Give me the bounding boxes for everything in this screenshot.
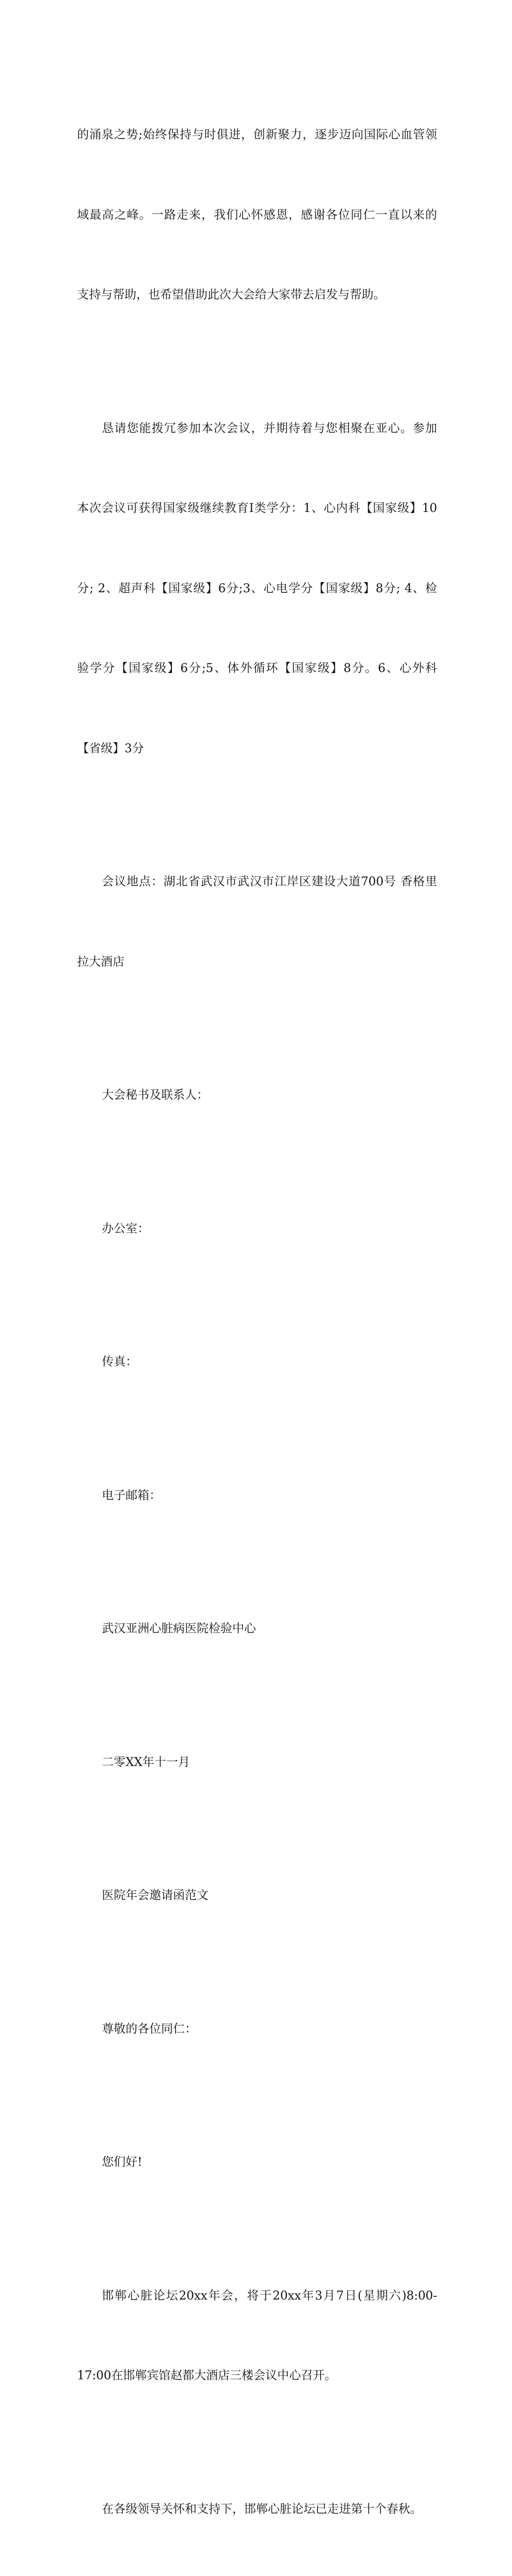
- paragraph-fax: [77, 1296, 437, 1429]
- paragraph-office: [77, 1162, 437, 1296]
- text-line: 大会秘书及联系人：: [102, 1082, 437, 1109]
- text-line: 【省级】3分: [77, 736, 437, 763]
- paragraph-forum-history: [77, 2443, 437, 2576]
- paragraph-credits: [77, 362, 437, 816]
- text-line: 拉大酒店: [77, 949, 437, 976]
- text-line: 恳请您能拨冗参加本次会议，并期待着与您相聚在亚心。参加: [77, 416, 437, 442]
- paragraph-forum-announcement: [77, 2229, 437, 2443]
- paragraph-heading: [77, 1829, 437, 1963]
- text-line: 传真：: [102, 1349, 437, 1376]
- text-line: 尊敬的各位同仁：: [102, 2016, 437, 2043]
- paragraph-email: [77, 1429, 437, 1563]
- text-line: 武汉亚洲心脏病医院检验中心: [102, 1616, 437, 1643]
- paragraph-greeting: [77, 2096, 437, 2229]
- text-line: 您们好!: [102, 2149, 437, 2176]
- text-line: 域最高之峰。一路走来，我们心怀感恩，感谢各位同仁一直以来的: [77, 202, 437, 229]
- text-line: 分; 2、超声科【国家级】6分;3、心电学分【国家级】8分; 4、检: [77, 576, 437, 603]
- text-line: 邯郸心脏论坛20xx年会，将于20xx年3月7日(星期六)8:00-: [77, 2283, 437, 2310]
- text-line: 本次会议可获得国家级继续教育Ⅰ类学分：1、心内科【国家级】10: [77, 495, 437, 522]
- text-line: 支持与帮助，也希望借助此次大会给大家带去启发与帮助。: [77, 282, 437, 309]
- paragraph-date: [77, 1696, 437, 1830]
- text-line: 17:00在邯郸宾馆赵都大酒店三楼会议中心召开。: [77, 2363, 437, 2390]
- paragraph-intro-continuation: [77, 68, 437, 362]
- text-line: 办公室：: [102, 1216, 437, 1243]
- text-line: 二零XX年十一月: [102, 1749, 437, 1776]
- paragraph-secretary: [77, 1029, 437, 1162]
- text-line: 电子邮箱：: [102, 1483, 437, 1509]
- text-line: 的涌泉之势;始终保持与时俱进，创新聚力，逐步迈向国际心血管领: [77, 122, 437, 149]
- paragraph-organizer: [77, 1562, 437, 1696]
- paragraph-salutation: [77, 1963, 437, 2096]
- text-line: 会议地点：湖北省武汉市武汉市江岸区建设大道700号 香格里: [77, 869, 437, 896]
- text-line: 验学分【国家级】6分;5、体外循环【国家级】8分。6、心外科: [77, 655, 437, 682]
- text-line: 医院年会邀请函范文: [102, 1882, 437, 1909]
- document-page: [77, 68, 437, 2576]
- text-line: 在各级领导关怀和支持下，邯郸心脏论坛已走进第十个春秋。: [77, 2496, 437, 2523]
- paragraph-venue: [77, 815, 437, 1029]
